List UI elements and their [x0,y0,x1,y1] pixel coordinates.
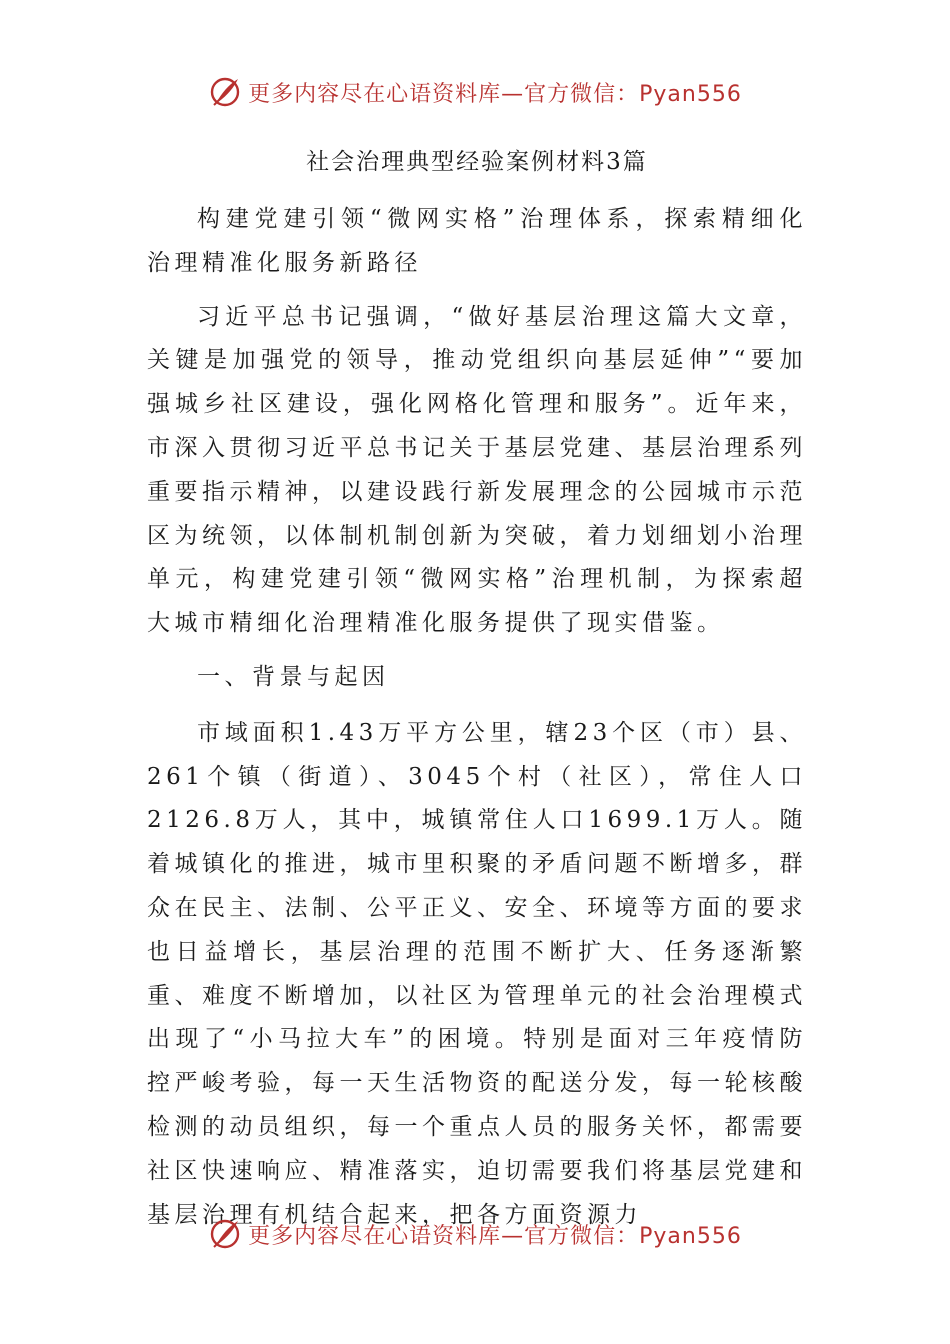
section-heading: 一、背景与起因 [197,663,390,690]
header-watermark-text: 更多内容尽在心语资料库—官方微信：Pyan556 [248,81,742,107]
document-title: 社会治理典型经验案例材料3篇 [306,149,648,175]
quill-logo-icon [208,1217,242,1251]
header-watermark-banner [0,70,950,114]
footer-watermark-banner [0,1212,950,1256]
footer-watermark-text: 更多内容尽在心语资料库—官方微信：Pyan556 [248,1223,742,1249]
quill-logo-icon [208,75,242,109]
paragraph-intro: 习近平总书记强调，“做好基层治理这篇大文章，关键是加强党的领导，推动党组织向基层延伸”“要加强城乡社区建设，强化网格化管理和服务”。近年来，市深入贯彻习近平总书记关于基层党建、基层治理系列重要指示精神，以建设践行新发展理念的公园城市示范区为统领，以体制机制创新为突破，着力划细划小治理单元，构建党建引领“微网实格”治理机制，为探索超大城市精细化治理精准化服务提供了现实借鉴。 [147,303,807,637]
document-body [147,140,807,1247]
paragraph-background: 市域面积1.43万平方公里，辖23个区（市）县、261个镇（街道）、3045个村（社区），常住人口2126.8万人，其中，城镇常住人口1699.1万人。随着城镇化的推进，城市里积聚的矛盾问题不断增多，群众在民主、法制、公平正义、安全、环境等方面的要求也日益增长，基层治理的范围不断扩大、任务逐渐繁重、难度不断增加，以社区为管理单元的社会治理模式出现了“小马拉大车”的困境。特别是面对三年疫情防控严峻考验，每一天生活物资的配送分发，每一轮核酸检测的动员组织，每一个重点人员的服务关怀，都需要社区快速响应、精准落实，迫切需要我们将基层党建和基层治理有机结合起来，把各方面资源力 [147,719,807,1228]
document-subtitle: 构建党建引领“微网实格”治理体系，探索精细化治理精准化服务新路径 [147,206,807,276]
